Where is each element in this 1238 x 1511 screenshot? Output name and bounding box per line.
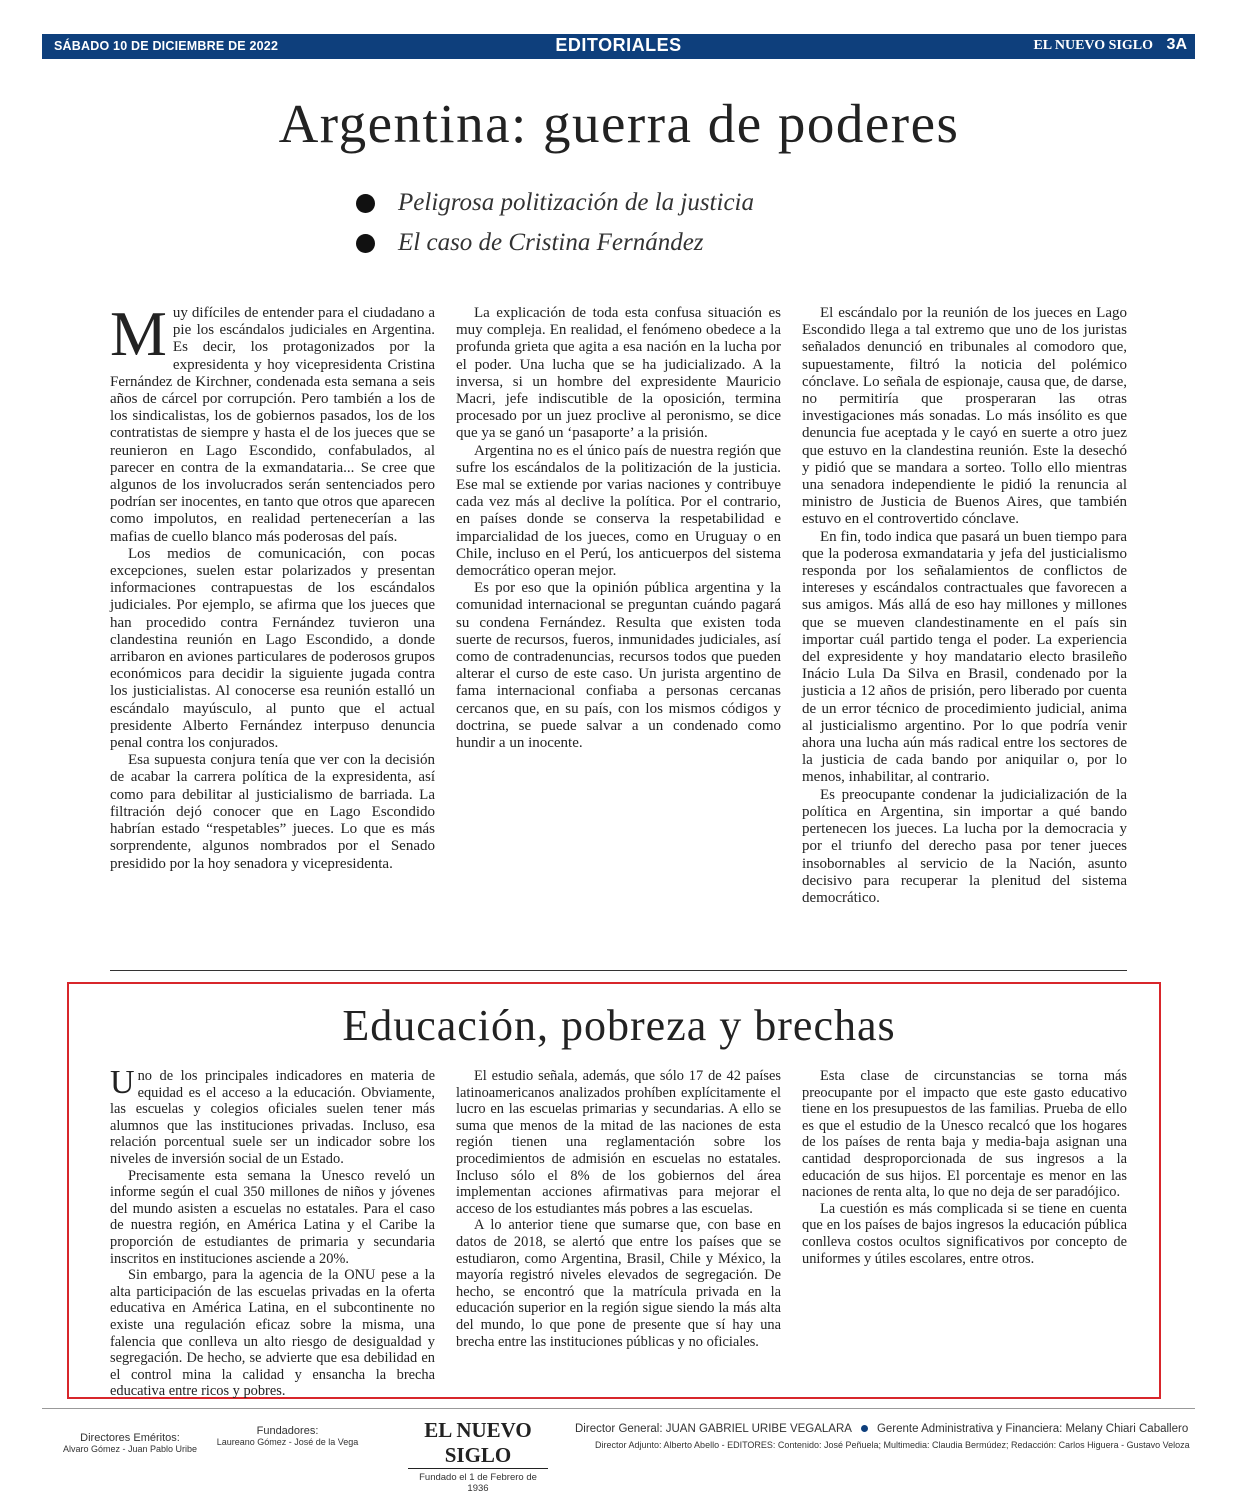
paragraph: La explicación de toda esta confusa situación es muy compleja. En realidad, el fenómeno obedece a la profunda grieta que agita a esa nación en la lucha por el poder. Una lucha que se ha judicializado. A la inversa, si un hombre del expresidente Mauricio Macri, jefe indiscutible de la oposición, termina procesado por un juez proclive al peronismo, se dice que ya se ganó un ‘pasaporte’ a la prisión. <box>456 305 781 442</box>
paragraph: El estudio señala, además, que sólo 17 de 42 países latinoamericanos analizados prohíben explícitamente el lucro en las escuelas primarias y secundarias. A ello se suma que menos de la mitad de las naciones de esta región tienen una reglamentación sobre los procedimientos de admisión en escuelas no estatales. Incluso sólo el 8% de los gobiernos del área implementan acciones afirmativas para mejorar el acceso de los estudiantes más pobres a las escuelas. <box>456 1068 781 1217</box>
editorial-1-subheads <box>356 183 956 263</box>
directores-label: Directores Eméritos: <box>80 1432 180 1444</box>
bullet-dot-icon <box>356 194 375 213</box>
fundadores-names: Laureano Gómez - José de la Vega <box>216 1437 359 1447</box>
paragraph: Uno de los principales indicadores en materia de equidad es el acceso a la educación. Obviamente, las escuelas y colegios oficiales suelen tener más alumnos que las instituciones privadas. Incluso, esa relación porcentual suele ser un indicador sobre los niveles de inversión social de un Estado. <box>110 1064 435 1167</box>
paragraph: Precisamente esta semana la Unesco reveló un informe según el cual 350 millones de niños y jóvenes del mundo asisten a escuelas no estatales. Para el caso de nuestra región, en América Latina y el Caribe la proporción de estudiantes de primaria y secundaria inscritos en instituciones asciende a 20%. <box>110 1167 435 1267</box>
paragraph: Los medios de comunicación, con pocas excepciones, suelen estar polarizados y presentan informaciones contrapuestas de los escándalos judiciales. Por ejemplo, se afirma que los jueces que han procedido contra Fernández tuvieron una clandestina reunión en Lago Escondido, a donde arribaron en aviones particulares de poderosos grupos económicos para decidir la siguiente jugada contra los justicialistas. Al conocerse esa reunión estalló un escándalo mayúsculo, al punto que el actual presidente Alberto Fernández interpuso denuncia penal contra los conjurados. <box>110 545 435 752</box>
paragraph: La cuestión es más complicada si se tiene en cuenta que en los países de bajos ingresos la educación pública conlleva costos ocultos significativos por concepto de uniformes y útiles escolares, entre otros. <box>802 1200 1127 1267</box>
paragraph: Es preocupante condenar la judicialización de la política en Argentina, sin importar a qué bando pertenecen los jueces. La lucha por la democracia y por el triunfo del derecho pasa por tener jueces insobornables al servicio de la Nación, asunto decisivo para recuperar la plenitud del sistema democrático. <box>802 786 1127 906</box>
logo-founded: Fundado el 1 de Febrero de 1936 <box>419 1472 537 1494</box>
header-page-number: 3A <box>1166 36 1187 53</box>
paragraph: El escándalo por la reunión de los jueces en Lago Escondido llega a tal extremo que uno de los juristas señalados denunció en tribunales al comodoro que, supuestamente, filtró la noticia del polémico cónclave. Lo señala de espionaje, causa que, de darse, no permitiría que prosperaran las otras investigaciones más sonadas. Lo más insólito es que denuncia fue aceptada y le cayó en suerte a otro juez que estuvo en la clandestina reunión. Este la desechó y pidió que se mandara a sorteo. Tollo ello mientras una senadora independiente le pidió la renuncia al ministro de Justicia de Buenos Aires, que también estuvo en el controvertido cónclave. <box>802 305 1127 528</box>
dropcap: U <box>110 1064 135 1101</box>
editorial-1-body <box>110 298 1127 945</box>
directores-names: Alvaro Gómez - Juan Pablo Uribe <box>62 1444 198 1454</box>
masthead-logo: EL NUEVO SIGLO <box>408 1418 548 1469</box>
gerente: Gerente Administrativa y Financiera: Melany Chiari Caballero <box>876 1423 1189 1435</box>
paragraph: Sin embargo, para la agencia de la ONU pese a la alta participación de las escuelas privadas en la oferta educativa en América Latina, en el subcontinente no existe una regulación eficaz sobre la misma, una falencia que conlleva un alto riesgo de desigualdad y segregación. De hecho, se advierte que esa debilidad en el control mina la calidad y ensancha la brecha educativa entre ricos y pobres. <box>110 1267 435 1400</box>
paragraph: Esta clase de circunstancias se torna más preocupante por el impacto que este gasto educativo tiene en los presupuestos de las familias. Prueba de ello es que el estudio de la Unesco recalcó que los hogares de los países de renta baja y media-baja asignan una cantidad desproporcionada de sus ingresos a la educación de sus hijos. El porcentaje es menor en las naciones de renta alta, lo que no deja de ser paradójico. <box>802 1068 1127 1201</box>
staff-credits: Director Adjunto: Alberto Abello - EDITORES: Contenido: José Peñuela; Multimedia: Claudia Bermúdez; Redacción: Carlos Higuera - Gustavo Veloza <box>595 1440 1190 1450</box>
subhead-item: El caso de Cristina Fernández <box>356 223 956 263</box>
paragraph: A lo anterior tiene que sumarse que, con base en datos de 2018, se alertó que entre los países que se estudiaron, como Argentina, Brasil, Chile y México, la mayoría registró niveles elevados de segregación. De hecho, se encontró que la matrícula privada en la educación superior en la región sigue siendo la más alta del mundo, lo que pone de presente que sí hay una brecha entre las instituciones públicas y no oficiales. <box>456 1217 781 1350</box>
text-column <box>802 1068 1127 1378</box>
bullet-dot-icon <box>356 234 375 253</box>
paragraph: Es por eso que la opinión pública argentina y la comunidad internacional se preguntan cuándo pagará su condena Fernández. Resulta que existen toda suerte de recursos, fueros, inmunidades judiciales, así como de contradenuncias, recursos todos que pueden alterar el curso de este caso. Un jurista argentino de fama internacional confiaba a personas cercanas cercanos que, en su país, con los mismos códigos y doctrina, se puede salvar a un condenado como hundir a un inocente. <box>456 580 781 752</box>
header-brand: EL NUEVO SIGLO <box>1033 38 1153 53</box>
text-column <box>456 305 781 945</box>
subhead-item: Peligrosa politización de la justicia <box>356 183 956 223</box>
text-column <box>456 1068 781 1378</box>
paragraph: En fin, todo indica que pasará un buen tiempo para que la poderosa exmandataria y jefa del justicialismo responda por los señalamientos de conflictos de intereses y escándalos contractuales que favorecen a sus amigos. Más allá de eso hay millones y millones que se mueven clandestinamente en el país sin importar cuál partido tenga el poder. La experiencia del expresidente y hoy mandatario electo brasileño Inácio Lula Da Silva en Brasil, condenado por la justicia a 12 años de prisión, pero liberado por cuenta de un error técnico de procedimiento judicial, anima al justicialismo argentino. Por lo que podría venir ahora una lucha aún más radical entre los sectores de la justicia de cada bando por aniquilar o, por lo menos, inhabilitar, al contrario. <box>802 528 1127 786</box>
footer-directores <box>50 1432 210 1454</box>
footer-logo <box>408 1418 548 1494</box>
editorial-2-body <box>110 1064 1127 1400</box>
paragraph: Esa supuesta conjura tenía que ver con la decisión de acabar la carrera política de la expresidenta, así como para debilitar al justicialismo de barriada. La filtración dejó conocer que en Lago Escondido habrían estado “respetables” jueces. Lo que es más sorprendente, algunos nombrados por el Senado presidido por la hoy senadora y vicepresidenta. <box>110 752 435 872</box>
editorial-1-title: Argentina: guerra de poderes <box>278 93 960 154</box>
section-divider <box>110 970 1127 971</box>
header-bar <box>42 34 1195 59</box>
fundadores-label: Fundadores: <box>256 1425 319 1437</box>
director-general: Director General: JUAN GABRIEL URIBE VEGALARA <box>575 1423 852 1435</box>
editorial-2-title: Educación, pobreza y brechas <box>342 1001 896 1050</box>
header-section: EDITORIALES <box>555 35 682 55</box>
text-column <box>110 298 435 945</box>
paragraph: Muy difíciles de entender para el ciudadano a pie los escándalos judiciales en Argentina. Es decir, los protagonizados por la expresidenta y hoy vicepresidenta Cristina Fernández de Kirchner, condenada esta semana a seis años de cárcel por corrupción. Pero también a los de los sindicalistas, los de gobiernos pasados, los de los contratistas de siempre y hasta el de los jueces que se reunieron en Lago Escondido, confabulados, al parecer en contra de la exmandataria... Se cree que algunos de los involucrados serán sentenciados pero podrían ser inocentes, en tanto que otros que aparecen como impolutos, en realidad pertenecerían a las mafias de cuello blanco más poderosas del país. <box>110 298 435 545</box>
separator-dot-icon <box>861 1425 868 1432</box>
dropcap: M <box>110 298 167 369</box>
text-column <box>110 1064 435 1400</box>
footer-fundadores <box>215 1425 360 1447</box>
footer-staff <box>575 1423 1190 1450</box>
footer-divider <box>42 1408 1195 1409</box>
text-column <box>802 305 1127 945</box>
header-date: SÁBADO 10 DE DICIEMBRE DE 2022 <box>54 39 279 53</box>
paragraph: Argentina no es el único país de nuestra región que sufre los escándalos de la politización de la justicia. Ese mal se extiende por varias naciones y contribuye cada vez más al declive la política. Por el contrario, en países donde se conserva la respetabilidad e imparcialidad de los jueces, como en Uruguay o en Chile, incluso en el Perú, los anticuerpos del sistema democrático operan mejor. <box>456 442 781 580</box>
